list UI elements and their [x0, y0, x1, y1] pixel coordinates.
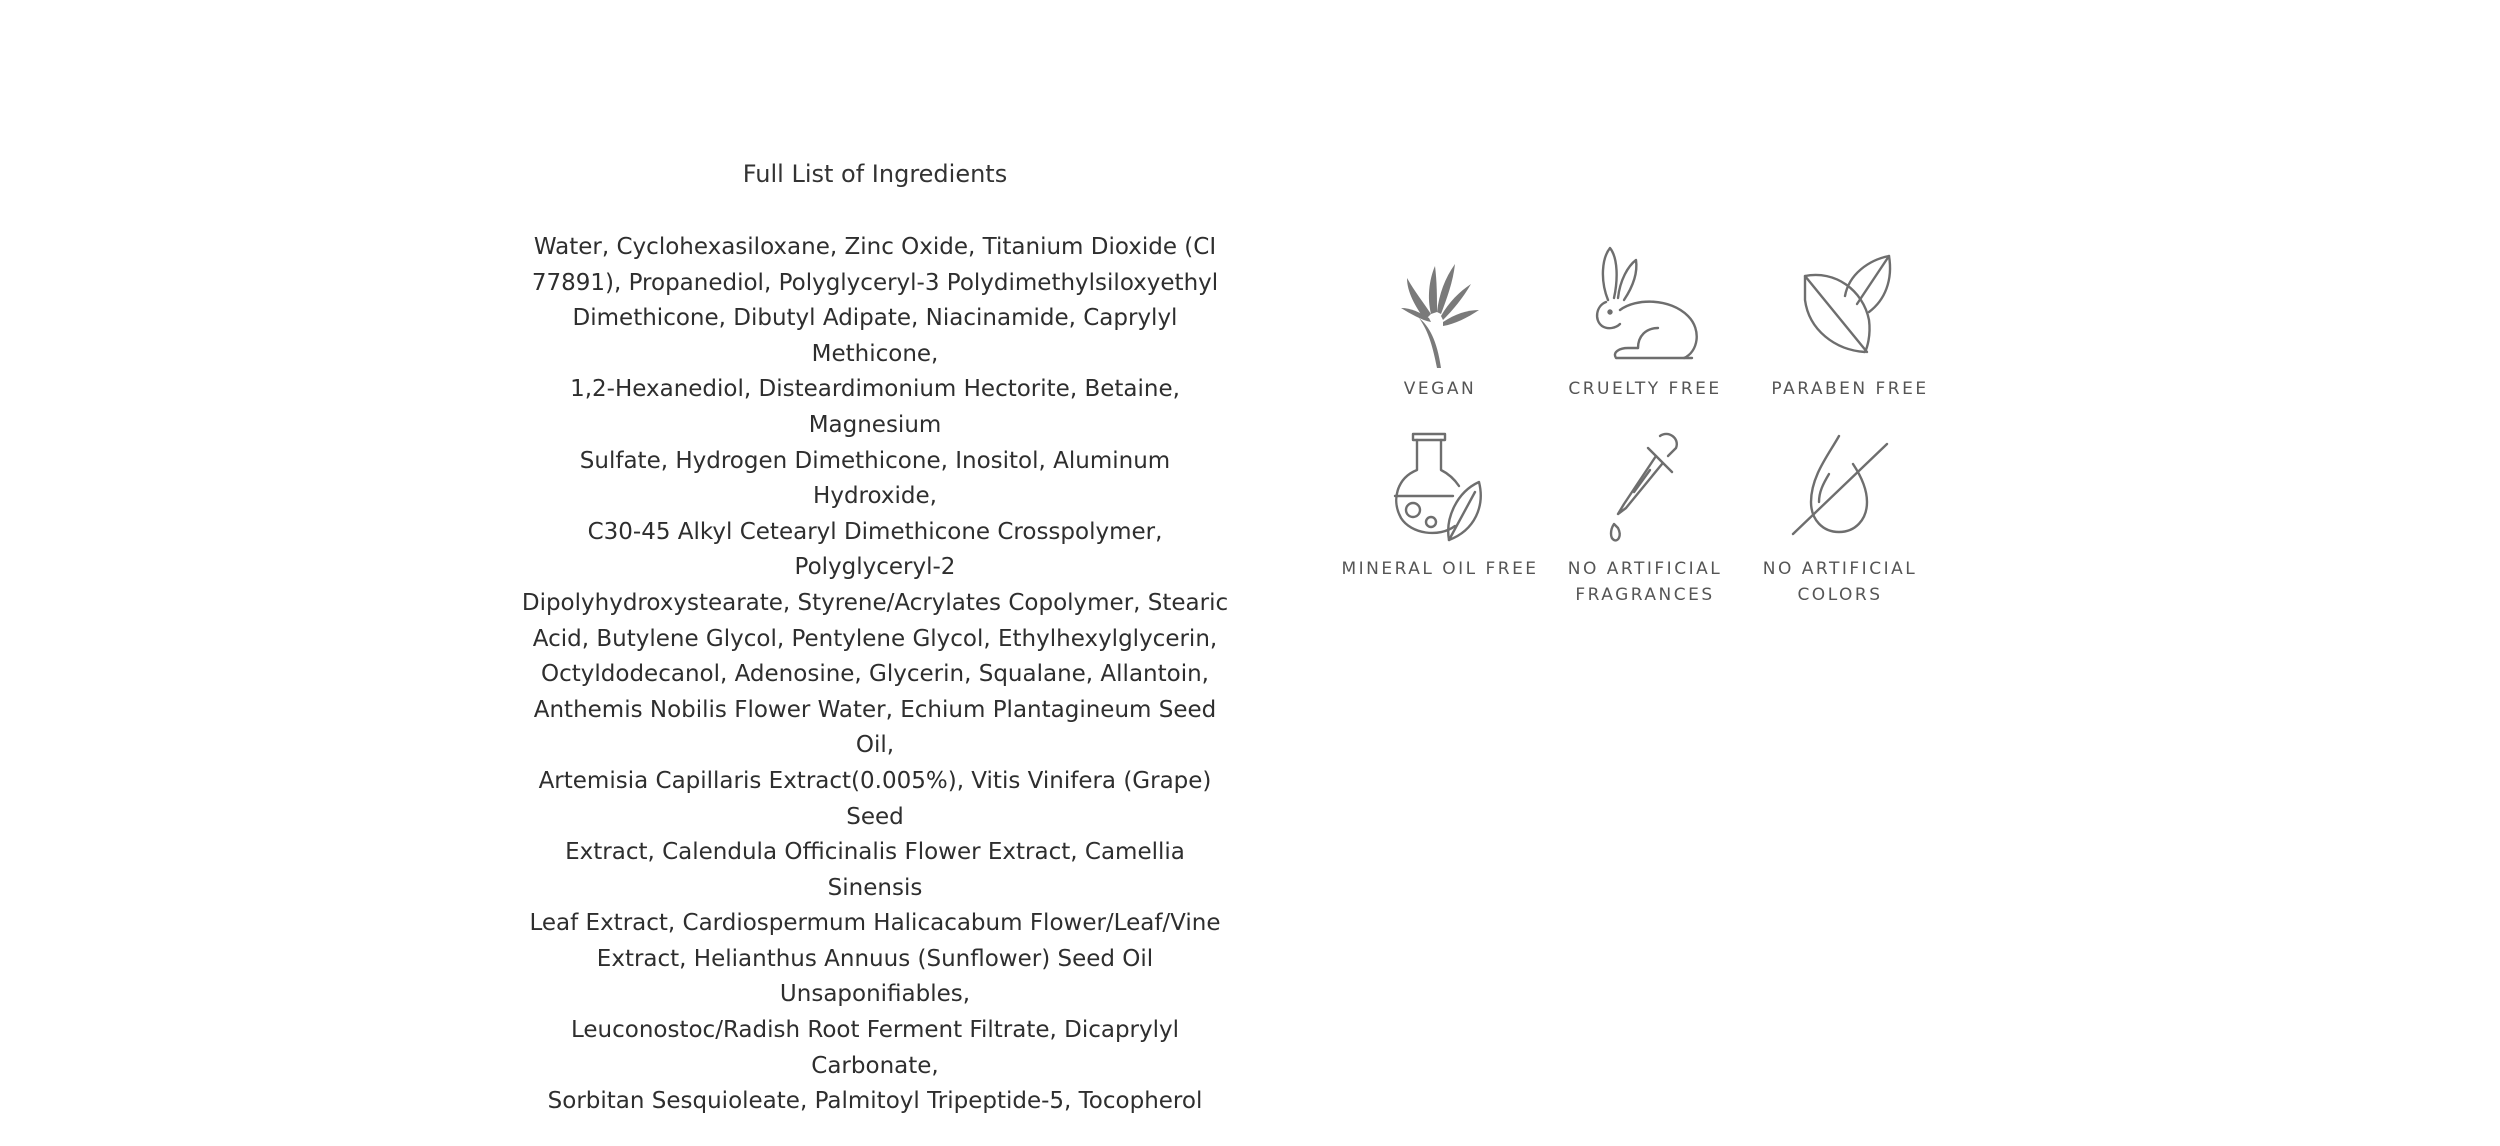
badge-label: MINERAL OIL FREE: [1341, 559, 1539, 579]
badge-label: CRUELTY FREE: [1568, 379, 1722, 399]
ingredients-title: Full List of Ingredients: [742, 160, 1008, 188]
badge-label: VEGAN: [1403, 379, 1477, 399]
badge-mineral-oil-free: [1340, 430, 1540, 582]
ingredients-section: [515, 150, 1235, 1120]
ingredients-line: 77891), Propanediol, Polyglyceryl-3 Polydimethylsiloxyethyl: [531, 269, 1219, 296]
ingredients-line: Anthemis Nobilis Flower Water, Echium Plantagineum Seed Oil,: [533, 696, 1217, 759]
dropper-icon: [1580, 430, 1710, 550]
product-badges: [1340, 240, 1960, 620]
ingredients-line: Sorbitan Sesquioleate, Palmitoyl Tripeptide-5, Tocopherol: [547, 1088, 1203, 1115]
badge-vegan: [1340, 240, 1540, 402]
badge-paraben-free: [1750, 240, 1950, 402]
badge-no-artificial-colors: [1740, 430, 1940, 608]
ingredients-line: Octyldodecanol, Adenosine, Glycerin, Squalane, Allantoin,: [541, 661, 1209, 688]
ingredients-line: Water, Cyclohexasiloxane, Zinc Oxide, Titanium Dioxide (CI: [533, 234, 1217, 260]
ingredients-line: Leuconostoc/Radish Root Ferment Filtrate, Dicaprylyl Carbonate,: [570, 1017, 1180, 1079]
crossed-drop-icon: [1775, 430, 1905, 550]
ingredients-line: 1,2-Hexanediol, Disteardimonium Hectorite, Betaine, Magnesium: [570, 376, 1180, 438]
badge-no-artificial-fragrances: [1545, 430, 1745, 608]
ingredients-line: Extract, Helianthus Annuus (Sunflower) Seed Oil Unsaponifiables,: [596, 945, 1154, 1008]
ingredients-line: Acid, Butylene Glycol, Pentylene Glycol, Ethylhexylglycerin,: [532, 625, 1218, 652]
ingredients-list: [515, 230, 1235, 1120]
ingredients-line: Dipolyhydroxystearate, Styrene/Acrylates Copolymer, Stearic: [521, 589, 1229, 616]
ingredients-line: Artemisia Capillaris Extract(0.005%), Vitis Vinifera (Grape) Seed: [538, 767, 1212, 830]
ingredients-line: Sulfate, Hydrogen Dimethicone, Inositol, Aluminum Hydroxide,: [579, 447, 1171, 510]
ingredients-line: Dimethicone, Dibutyl Adipate, Niacinamide, Caprylyl Methicone,: [572, 305, 1178, 367]
ingredients-line: Leaf Extract, Cardiospermum Halicacabum Flower/Leaf/Vine: [529, 910, 1221, 937]
ingredients-line: Extract, Calendula Officinalis Flower Extract, Camellia Sinensis: [565, 839, 1185, 901]
rabbit-icon: [1580, 240, 1710, 370]
leaf-icon: [1785, 240, 1915, 370]
badge-label: PARABEN FREE: [1771, 379, 1929, 399]
badge-label-line2: COLORS: [1797, 585, 1883, 605]
flask-leaf-icon: [1375, 430, 1505, 550]
badge-cruelty-free: [1545, 240, 1745, 402]
vegan-flower-icon: [1385, 240, 1495, 370]
badge-label: NO ARTIFICIAL: [1567, 559, 1723, 579]
badge-label-line2: FRAGRANCES: [1575, 585, 1715, 605]
badge-label: NO ARTIFICIAL: [1762, 559, 1918, 579]
ingredients-line: C30-45 Alkyl Cetearyl Dimethicone Crosspolymer, Polyglyceryl-2: [587, 518, 1163, 581]
